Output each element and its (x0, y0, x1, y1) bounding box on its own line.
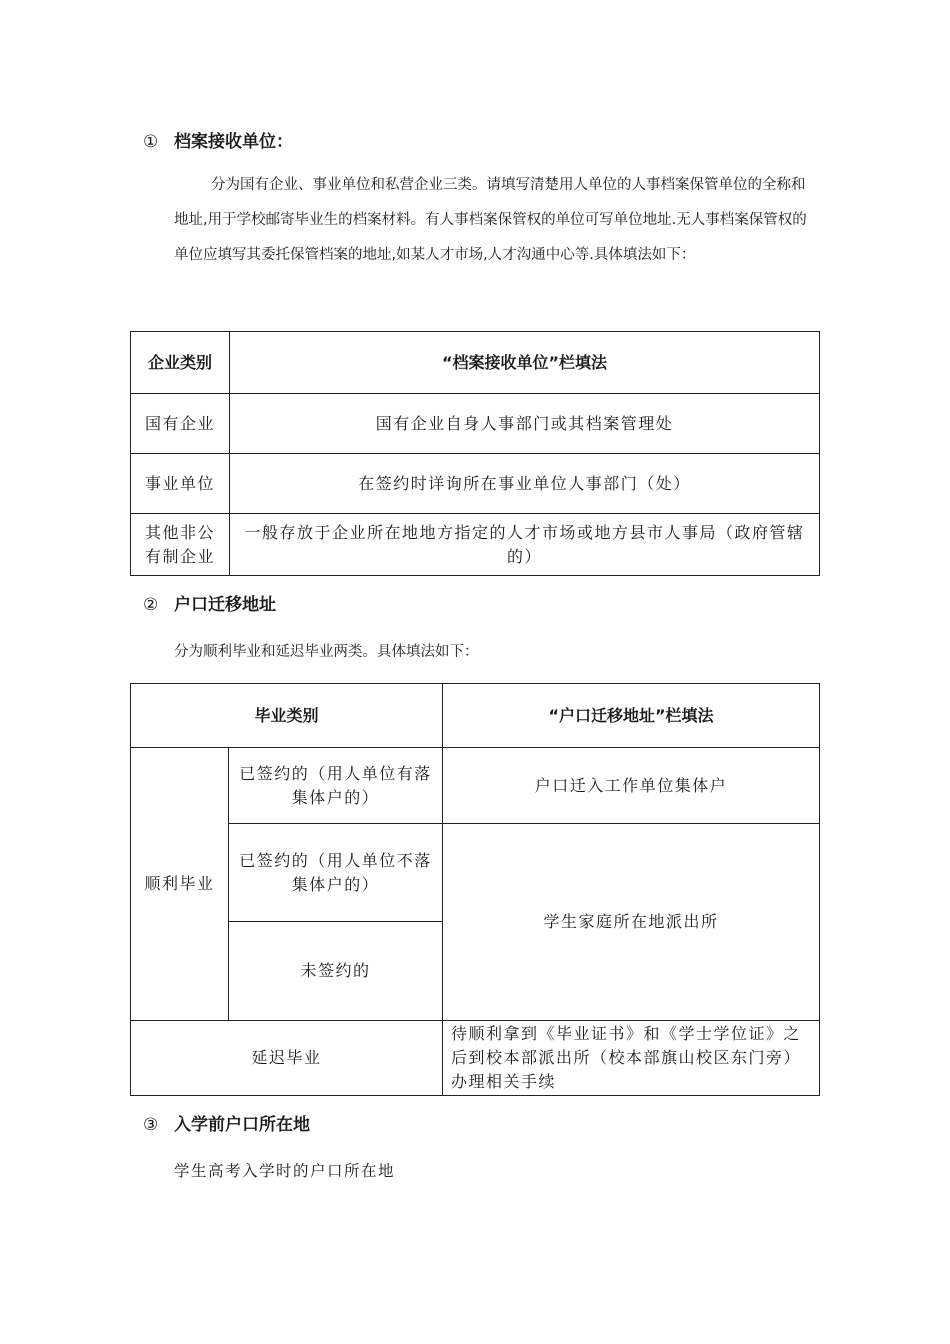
residence-table-subcategory: 已签约的（用人单位不落集体户的） (229, 824, 443, 922)
residence-table-delayed: 延迟毕业 (131, 1021, 443, 1096)
section3-text: 学生高考入学时的户口所在地 (174, 1162, 396, 1180)
residence-table-group: 顺利毕业 (131, 748, 229, 1021)
residence-table-subcategory: 已签约的（用人单位有落集体户的） (229, 748, 443, 824)
residence-table-cell: 待顺利拿到《毕业证书》和《学士学位证》之后到校本部派出所（校本部旗山校区东门旁）办理相关手续 (443, 1021, 820, 1096)
section2-number: ② (143, 595, 159, 615)
residence-table-header-method: “户口迁移地址”栏填法 (443, 684, 820, 748)
residence-table-cell: 户口迁入工作单位集体户 (443, 748, 820, 824)
section1-paragraph: 分为国有企业、事业单位和私营企业三类。请填写清楚用人单位的人事档案保管单位的全称和地址,用于学校邮寄毕业生的档案材料。有人事档案保管权的单位可写单位地址.无人事档案保管权的单位应填写其委托保管档案的地址,如某人才市场,人才沟通中心等.具体填法如下： (174, 177, 807, 263)
residence-table-header-category: 毕业类别 (131, 684, 443, 748)
section1-paragraph-block (174, 168, 814, 273)
archive-table-header-method: “档案接收单位”栏填法 (230, 332, 820, 394)
section2-heading (143, 590, 276, 615)
archive-table-cell: 国有企业自身人事部门或其档案管理处 (230, 394, 820, 454)
section3-number: ③ (143, 1115, 159, 1135)
residence-table (130, 683, 820, 1096)
section2-paragraph: 分为顺利毕业和延迟毕业两类。具体填法如下： (174, 644, 479, 660)
section3-title: 入学前户口所在地 (174, 1115, 310, 1135)
archive-table-cell: 国有企业 (131, 394, 230, 454)
section1-number: ① (143, 132, 159, 152)
section2-title: 户口迁移地址 (174, 595, 276, 615)
archive-table (130, 331, 820, 576)
residence-table-subcategory: 未签约的 (229, 922, 443, 1021)
archive-table-cell: 事业单位 (131, 454, 230, 514)
section3-heading (143, 1110, 310, 1135)
section1-heading (143, 127, 293, 152)
residence-table-cell: 学生家庭所在地派出所 (443, 824, 820, 1021)
section1-title: 档案接收单位： (174, 132, 293, 152)
archive-table-cell: 一般存放于企业所在地地方指定的人才市场或地方县市人事局（政府管辖的） (230, 514, 820, 576)
archive-table-header-category: 企业类别 (131, 332, 230, 394)
archive-table-cell: 其他非公有制企业 (131, 514, 230, 576)
archive-table-cell: 在签约时详询所在事业单位人事部门（处） (230, 454, 820, 514)
